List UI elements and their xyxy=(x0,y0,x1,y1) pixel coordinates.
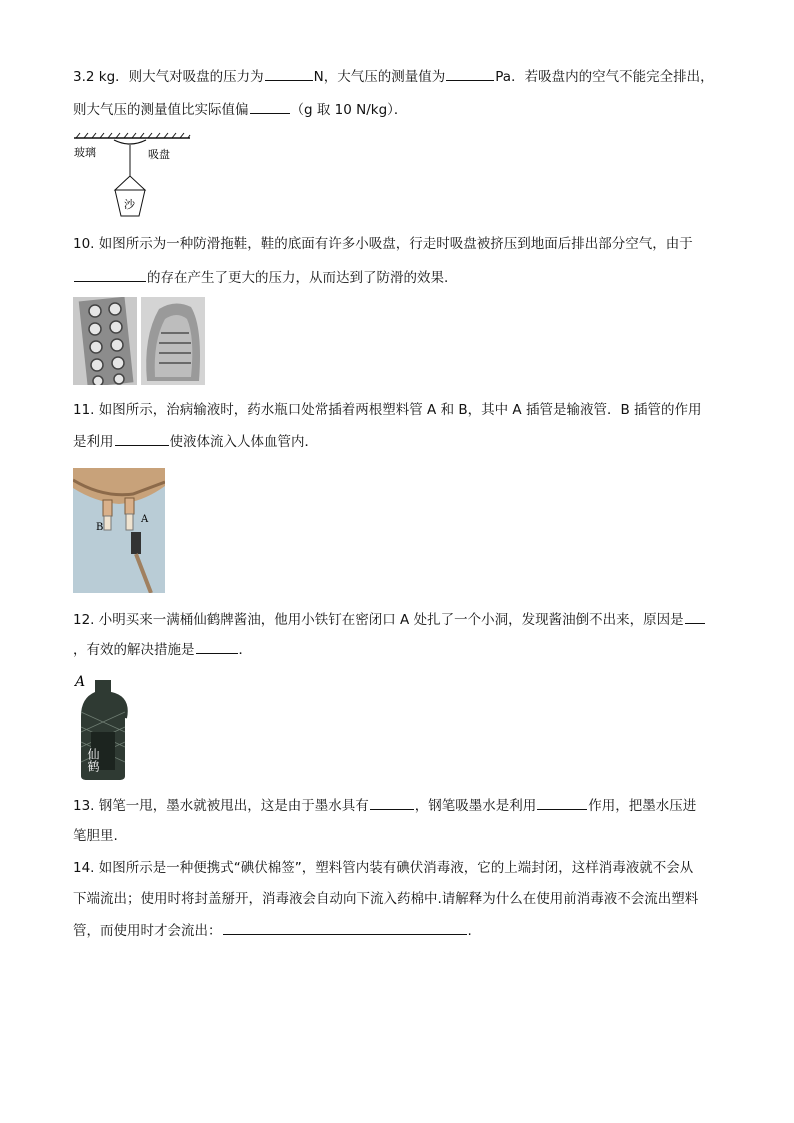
label-glass: 玻璃 xyxy=(74,146,96,159)
q9-line-1: 3.2 kg．则大气对吸盘的压力为 N，大气压的测量值为 Pa．若吸盘内的空气不能完全排出， xyxy=(73,66,714,87)
soy-sauce-bottle-photo xyxy=(73,672,131,782)
q9-suction-cup-diagram xyxy=(72,132,194,222)
q13-line-2: 笔胆里. xyxy=(73,828,118,844)
q13-blank-inertia[interactable] xyxy=(370,795,414,810)
label-sucker: 吸盘 xyxy=(148,148,170,161)
q12-line-1: 12. 小明买来一满桶仙鹤牌酱油，他用小铁钉在密闭口 A 处扎了一个小洞，发现酱油倒不出来，原因是 xyxy=(73,609,706,630)
q11-line-1: 11. 如图所示，治病输液时，药水瓶口处常插着两根塑料管 A 和 B，其中 A 插管是输液管．B 插管的作用 xyxy=(73,402,702,418)
slipper-sole-photo xyxy=(73,297,137,385)
iv-drip-photo xyxy=(73,468,165,593)
q12-blank-reason[interactable] xyxy=(685,609,705,624)
slipper-side-photo xyxy=(141,297,205,385)
q10-line-2: 的存在产生了更大的压力，从而达到了防滑的效果. xyxy=(73,267,448,288)
q14-line-1: 14. 如图所示是一种便携式“碘伏棉签”，塑料管内装有碘伏消毒液，它的上端封闭，这样消毒液就不会从 xyxy=(73,860,694,876)
q9-blank-pressure[interactable] xyxy=(446,66,494,81)
label-tube-b: B xyxy=(96,522,104,533)
bottle-brand-text: 仙鹤 xyxy=(86,748,100,772)
q14-line-3: 管，而使用时才会流出： . xyxy=(73,920,472,941)
q10-blank[interactable] xyxy=(74,267,146,282)
label-sand: 沙 xyxy=(124,198,135,211)
q10-line-1: 10. 如图所示为一种防滑拖鞋，鞋的底面有许多小吸盘，行走时吸盘被挤压到地面后排出部分空气，由于 xyxy=(73,236,693,252)
q9-blank-bias[interactable] xyxy=(250,99,290,114)
q13-blank-atmosphere[interactable] xyxy=(537,795,587,810)
q9-line-2: 则大气压的测量值比实际值偏 （g 取 10 N/kg）． xyxy=(73,99,407,120)
q13-line-1: 13. 钢笔一甩，墨水就被甩出，这是由于墨水具有 ，钢笔吸墨水是利用 作用，把墨水压进 xyxy=(73,795,696,816)
q9-blank-force[interactable] xyxy=(265,66,313,81)
label-tube-a: A xyxy=(141,514,149,525)
q12-line-2: ，有效的解决措施是 ． xyxy=(73,639,252,660)
q12-blank-solution[interactable] xyxy=(196,639,238,654)
q11-line-2: 是利用 使液体流入人体血管内． xyxy=(73,431,318,452)
q11-blank[interactable] xyxy=(115,431,169,446)
sucker-shape xyxy=(114,140,146,144)
q14-blank-explanation[interactable] xyxy=(223,920,467,935)
label-point-a: A xyxy=(75,674,86,690)
q14-line-2: 下端流出；使用时将封盖掰开，消毒液会自动向下流入药棉中.请解释为什么在使用前消毒液不会流出塑料 xyxy=(73,891,699,907)
